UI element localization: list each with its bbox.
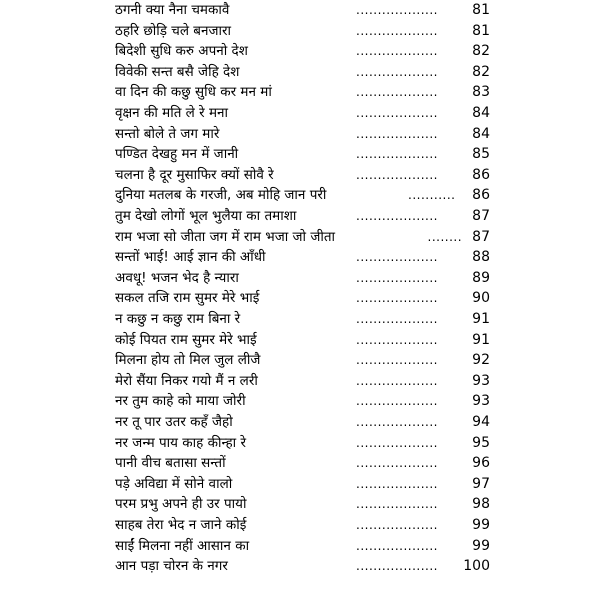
toc-entry-page-number: 84 (472, 105, 490, 121)
toc-entry-title: वा दिन की कछु सुधि कर मन मां (115, 84, 272, 101)
toc-entry-title: अवधू! भजन भेद है न्यारा (115, 269, 239, 286)
toc-entry (0, 247, 600, 268)
toc-entry-title: सन्तों भाई! आई ज्ञान की आँधी (115, 249, 266, 266)
toc-entry-leader: ................... (356, 126, 438, 141)
toc-entry-title: पण्डित देखहु मन में जानी (115, 146, 239, 163)
toc-entry (0, 185, 600, 206)
toc-entry-leader: ................... (356, 64, 438, 79)
toc-entry-leader: ................... (356, 85, 438, 100)
toc-entry-leader: ........ (427, 229, 463, 244)
toc-entry-title: नर तुम काहे को माया जोरी (115, 393, 246, 410)
toc-entry (0, 371, 600, 392)
toc-entry-leader: ................... (356, 209, 438, 223)
toc-entry (0, 82, 600, 103)
toc-entry-page-number: 83 (472, 84, 490, 101)
toc-entry-title: चलना है दूर मुसाफिर क्यों सोवै रे (115, 166, 274, 183)
toc-entry (0, 330, 600, 351)
toc-entry-page-number: 100 (463, 558, 490, 575)
toc-entry-leader: ................... (356, 250, 438, 265)
toc-entry (0, 227, 600, 248)
toc-entry-page-number: 99 (472, 537, 490, 554)
toc-entry (0, 103, 600, 124)
toc-entry-page-number: 96 (472, 455, 490, 472)
toc-entry-page-number: 95 (472, 434, 490, 451)
toc-entry-page-number: 88 (472, 249, 490, 266)
toc-entry-title: पानी वीच बतासा सन्तों (115, 455, 226, 472)
toc-entry-title: मिलना होय तो मिल जुल लीजै (115, 352, 261, 369)
toc-entry (0, 62, 600, 83)
toc-entry-title: ठहरि छोड़ि चले बनजारा (115, 22, 232, 39)
toc-entry-leader: ................... (356, 3, 438, 17)
toc-entry (0, 165, 600, 186)
toc-entry-page-number: 87 (472, 208, 490, 224)
toc-entry (0, 288, 600, 309)
toc-entry-page-number: 91 (472, 311, 490, 327)
toc-entry (0, 474, 600, 495)
toc-entry (0, 268, 600, 289)
toc-entry-leader: ................... (356, 518, 438, 532)
toc-entry-title: परम प्रभु अपने ही उर पायो (115, 496, 247, 513)
toc-entry-leader: ................... (356, 538, 438, 553)
toc-entry-leader: ................... (356, 435, 438, 450)
toc-entry-leader: ................... (356, 497, 438, 512)
toc-entry-leader: ................... (356, 456, 438, 471)
toc-entry-title: बिदेशी सुधि करु अपनो देश (115, 43, 248, 60)
toc-entry-leader: ................... (356, 476, 438, 491)
toc-entry-title: नर तू पार उतर कहँ जैहो (115, 414, 233, 430)
toc-entry (0, 391, 600, 412)
toc-entry (0, 412, 600, 433)
toc-entry-leader: ................... (356, 270, 438, 285)
toc-entry-page-number: 82 (472, 43, 490, 60)
toc-entry-leader: ................... (356, 332, 438, 347)
toc-entry-page-number: 90 (472, 290, 490, 307)
toc-entry-title: राम भजा सो जीता जग में राम भजा जो जीता (115, 228, 336, 245)
toc-entry-title: ठगनी क्या नैना चमकावै (115, 2, 230, 18)
toc-entry-leader: ................... (356, 559, 438, 574)
toc-entry-title: सन्तो बोले ते जग मारे (115, 125, 220, 142)
toc-entry (0, 494, 600, 515)
toc-entry-title: न कछु न कछु राम बिना रे (115, 311, 241, 327)
toc-entry-page-number: 82 (472, 63, 490, 80)
toc-entry (0, 144, 600, 165)
toc-entry-leader: ................... (356, 415, 438, 429)
toc-entry-leader: ................... (356, 147, 438, 162)
toc-entry (0, 41, 600, 62)
toc-entry-leader: ................... (356, 106, 438, 120)
toc-entry-page-number: 93 (472, 393, 490, 410)
toc-entry-leader: ................... (356, 291, 438, 306)
toc-entry-leader: ................... (356, 44, 438, 59)
toc-entry-page-number: 87 (472, 228, 490, 245)
toc-entry-leader: ................... (356, 312, 438, 326)
toc-entry (0, 0, 600, 21)
toc-entry-title: पड़े अविद्या में सोने वालो (115, 475, 233, 492)
toc-entry (0, 515, 600, 536)
toc-entry-page-number: 81 (472, 22, 490, 39)
toc-entry-page-number: 81 (472, 2, 490, 18)
toc-entry (0, 309, 600, 330)
toc-entry-title: कोई पियत राम सुमर मेरे भाई (115, 331, 257, 348)
toc-entry-title: आन पड़ा चोरन के नगर (115, 558, 228, 575)
toc-entry-page-number: 94 (472, 414, 490, 430)
toc-entry-title: सकल तजि राम सुमर मेरे भाई (115, 290, 260, 307)
toc-entry-page-number: 98 (472, 496, 490, 513)
toc-entry (0, 453, 600, 474)
toc-entry-title: साहब तेरा भेद न जाने कोई (115, 517, 247, 533)
toc-entry-leader: ........... (408, 188, 456, 203)
toc-entry-title: विवेकी सन्त बसै जेहि देश (115, 63, 240, 80)
toc-entry-page-number: 86 (472, 187, 490, 204)
toc-entry-page-number: 86 (472, 166, 490, 183)
toc-entry-page-number: 93 (472, 372, 490, 389)
toc-entry-page-number: 85 (472, 146, 490, 163)
toc-entry (0, 536, 600, 557)
toc-entry-page-number: 91 (472, 331, 490, 348)
toc-entry-page-number: 89 (472, 269, 490, 286)
toc-entry-leader: ................... (356, 23, 438, 38)
toc-entry (0, 556, 600, 577)
toc-entry-title: साईं मिलना नहीं आसान का (115, 537, 250, 554)
toc-entry-page-number: 84 (472, 125, 490, 142)
toc-entry-title: नर जन्म पाय काह कीन्हा रे (115, 434, 246, 451)
toc-entry-leader: ................... (356, 353, 438, 368)
toc-entry-title: तुम देखो लोगों भूल भुलैया का तमाशा (115, 208, 297, 224)
toc-entry-title: दुनिया मतलब के गरजी, अब मोहि जान परी (115, 187, 327, 204)
toc-entry-title: वृक्षन की मति ले रे मना (115, 105, 228, 121)
toc-entry (0, 206, 600, 227)
toc-entry-title: मेरो सैंया निकर गयो मैं न लरी (115, 372, 258, 389)
toc-entry (0, 21, 600, 42)
toc-entry (0, 350, 600, 371)
toc-entry-page-number: 99 (472, 517, 490, 533)
toc-entry-page-number: 97 (472, 475, 490, 492)
toc-entry-leader: ................... (356, 394, 438, 409)
toc-entry (0, 124, 600, 145)
toc-entry-leader: ................... (356, 373, 438, 388)
toc-entry-leader: ................... (356, 167, 438, 182)
toc-entry-page-number: 92 (472, 352, 490, 369)
toc-entry (0, 433, 600, 454)
